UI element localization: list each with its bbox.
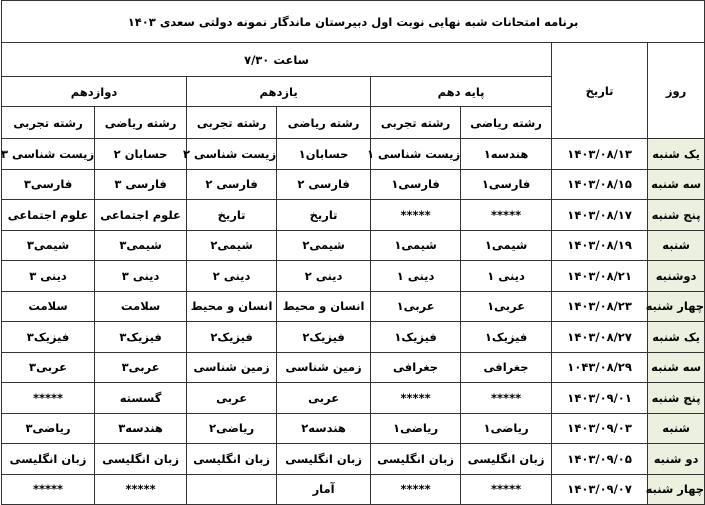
- subject-cell: جغرافی: [371, 352, 461, 383]
- date-cell: ۱۰۴۳/۰۸/۲۹: [552, 352, 648, 383]
- subject-cell: فیزیک۳: [95, 322, 187, 353]
- subject-cell: زبان انگلیسی: [2, 444, 95, 475]
- day-cell: شنبه: [648, 413, 705, 444]
- date-cell: ۱۴۰۳/۰۸/۲۱: [552, 261, 648, 292]
- date-cell: ۱۴۰۳/۰۸/۲۳: [552, 291, 648, 322]
- subject-cell: دینی ۳: [2, 261, 95, 292]
- subject-cell: هندسه۳: [95, 413, 187, 444]
- day-cell: یک شنبه: [648, 139, 705, 170]
- header-field-exp: رشته تجربی: [187, 107, 277, 139]
- header-field-exp: رشته تجربی: [2, 107, 95, 139]
- table-row: [2, 291, 705, 322]
- header-row-time: [2, 43, 705, 77]
- date-cell: ۱۴۰۳/۰۹/۰۱: [552, 383, 648, 414]
- subject-cell: دینی ۲: [277, 261, 371, 292]
- header-field-math: رشته ریاضی: [461, 107, 552, 139]
- subject-cell: جغرافی: [461, 352, 552, 383]
- header-day: روز: [648, 43, 705, 139]
- date-cell: ۱۴۰۳/۰۸/۱۵: [552, 169, 648, 200]
- header-grade-12: دوازدهم: [2, 77, 187, 107]
- date-cell: ۱۴۰۳/۰۸/۱۷: [552, 200, 648, 231]
- subject-cell: آمار: [277, 474, 371, 505]
- subject-cell: عربی۱: [371, 291, 461, 322]
- table-row: [2, 169, 705, 200]
- subject-cell: *****: [461, 474, 552, 505]
- header-grade-11: یازدهم: [187, 77, 371, 107]
- subject-cell: هندسه۲: [277, 413, 371, 444]
- subject-cell: فیزیک۳: [2, 322, 95, 353]
- table-row: [2, 444, 705, 475]
- subject-cell: فارسی۱: [371, 169, 461, 200]
- table-row: [2, 474, 705, 505]
- day-cell: پنج شنبه: [648, 200, 705, 231]
- table-row: [2, 413, 705, 444]
- day-cell: دو شنبه: [648, 444, 705, 475]
- subject-cell: [187, 474, 277, 505]
- date-cell: ۱۴۰۳/۰۹/۰۷: [552, 474, 648, 505]
- day-cell: سه شنبه: [648, 352, 705, 383]
- subject-cell: عربی: [277, 383, 371, 414]
- date-cell: ۱۴۰۳/۰۸/۱۳: [552, 139, 648, 170]
- subject-cell: ریاضی۲: [187, 413, 277, 444]
- subject-cell: شیمی۱: [461, 230, 552, 261]
- subject-cell: ریاضی۳: [2, 413, 95, 444]
- day-cell: سه شنبه: [648, 169, 705, 200]
- subject-cell: *****: [95, 474, 187, 505]
- subject-cell: فارسی ۳: [95, 169, 187, 200]
- subject-cell: شیمی۱: [371, 230, 461, 261]
- subject-cell: گسسته: [95, 383, 187, 414]
- subject-cell: دینی ۲: [187, 261, 277, 292]
- subject-cell: حسابان ۲: [95, 139, 187, 170]
- subject-cell: عربی۱: [461, 291, 552, 322]
- subject-cell: علوم اجتماعی: [95, 200, 187, 231]
- table-row: [2, 261, 705, 292]
- subject-cell: شیمی۳: [95, 230, 187, 261]
- subject-cell: عربی: [187, 383, 277, 414]
- day-cell: پنج شنبه: [648, 383, 705, 414]
- subject-cell: *****: [371, 200, 461, 231]
- subject-cell: هندسه۱: [461, 139, 552, 170]
- date-cell: ۱۴۰۳/۰۹/۰۵: [552, 444, 648, 475]
- subject-cell: زمین شناسی: [187, 352, 277, 383]
- table-row: [2, 383, 705, 414]
- subject-cell: دینی ۳: [95, 261, 187, 292]
- subject-cell: تاریخ: [277, 200, 371, 231]
- subject-cell: زبان انگلیسی: [277, 444, 371, 475]
- subject-cell: عربی۳: [2, 352, 95, 383]
- table-row: [2, 230, 705, 261]
- subject-cell: زبان انگلیسی: [371, 444, 461, 475]
- date-cell: ۱۴۰۳/۰۸/۱۹: [552, 230, 648, 261]
- day-cell: چهار شنبه: [648, 291, 705, 322]
- subject-cell: دینی ۱: [371, 261, 461, 292]
- subject-cell: زیست شناسی ۱: [371, 139, 461, 170]
- header-time: ساعت ۷/۳۰: [2, 43, 552, 77]
- subject-cell: انسان و محیط: [277, 291, 371, 322]
- table-row: [2, 322, 705, 353]
- table-row: [2, 352, 705, 383]
- subject-cell: علوم اجتماعی: [2, 200, 95, 231]
- subject-cell: فیزیک۱: [371, 322, 461, 353]
- day-cell: شنبه: [648, 230, 705, 261]
- subject-cell: زمین شناسی: [277, 352, 371, 383]
- title-row: [2, 1, 705, 43]
- subject-cell: دینی ۱: [461, 261, 552, 292]
- subject-cell: سلامت: [95, 291, 187, 322]
- subject-cell: فارسی ۲: [187, 169, 277, 200]
- subject-cell: شیمی۳: [2, 230, 95, 261]
- subject-cell: ریاضی۱: [461, 413, 552, 444]
- header-field-math: رشته ریاضی: [277, 107, 371, 139]
- subject-cell: ریاضی۱: [371, 413, 461, 444]
- exam-schedule-table: [1, 0, 705, 505]
- subject-cell: *****: [371, 474, 461, 505]
- subject-cell: *****: [461, 200, 552, 231]
- subject-cell: عربی۳: [95, 352, 187, 383]
- table-row: [2, 139, 705, 170]
- header-field-exp: رشته تجربی: [371, 107, 461, 139]
- subject-cell: زبان انگلیسی: [461, 444, 552, 475]
- subject-cell: حسابان۱: [277, 139, 371, 170]
- day-cell: دوشنبه: [648, 261, 705, 292]
- subject-cell: *****: [371, 383, 461, 414]
- day-cell: چهار شنبه: [648, 474, 705, 505]
- subject-cell: فارسی۱: [461, 169, 552, 200]
- header-date: تاریخ: [552, 43, 648, 139]
- subject-cell: شیمی۲: [277, 230, 371, 261]
- subject-cell: فیزیک۲: [187, 322, 277, 353]
- header-grade-10: پایه دهم: [371, 77, 552, 107]
- subject-cell: سلامت: [2, 291, 95, 322]
- subject-cell: انسان و محیط: [187, 291, 277, 322]
- subject-cell: زبان انگلیسی: [187, 444, 277, 475]
- subject-cell: شیمی۲: [187, 230, 277, 261]
- subject-cell: زیست شناسی ۲: [187, 139, 277, 170]
- subject-cell: فیزیک۱: [461, 322, 552, 353]
- day-cell: یک شنبه: [648, 322, 705, 353]
- subject-cell: *****: [2, 474, 95, 505]
- page-title: برنامه امتحانات شبه نهایی نوبت اول دبیرستان ماندگار نمونه دولتی سعدی ۱۴۰۳: [2, 1, 705, 43]
- subject-cell: تاریخ: [187, 200, 277, 231]
- header-field-math: رشته ریاضی: [95, 107, 187, 139]
- subject-cell: فیزیک۲: [277, 322, 371, 353]
- date-cell: ۱۴۰۳/۰۹/۰۳: [552, 413, 648, 444]
- subject-cell: فارسی ۲: [277, 169, 371, 200]
- subject-cell: *****: [461, 383, 552, 414]
- subject-cell: فارسی۳: [2, 169, 95, 200]
- date-cell: ۱۴۰۳/۰۸/۲۷: [552, 322, 648, 353]
- subject-cell: زیست شناسی ۳: [2, 139, 95, 170]
- subject-cell: زبان انگلیسی: [95, 444, 187, 475]
- table-row: [2, 200, 705, 231]
- subject-cell: *****: [2, 383, 95, 414]
